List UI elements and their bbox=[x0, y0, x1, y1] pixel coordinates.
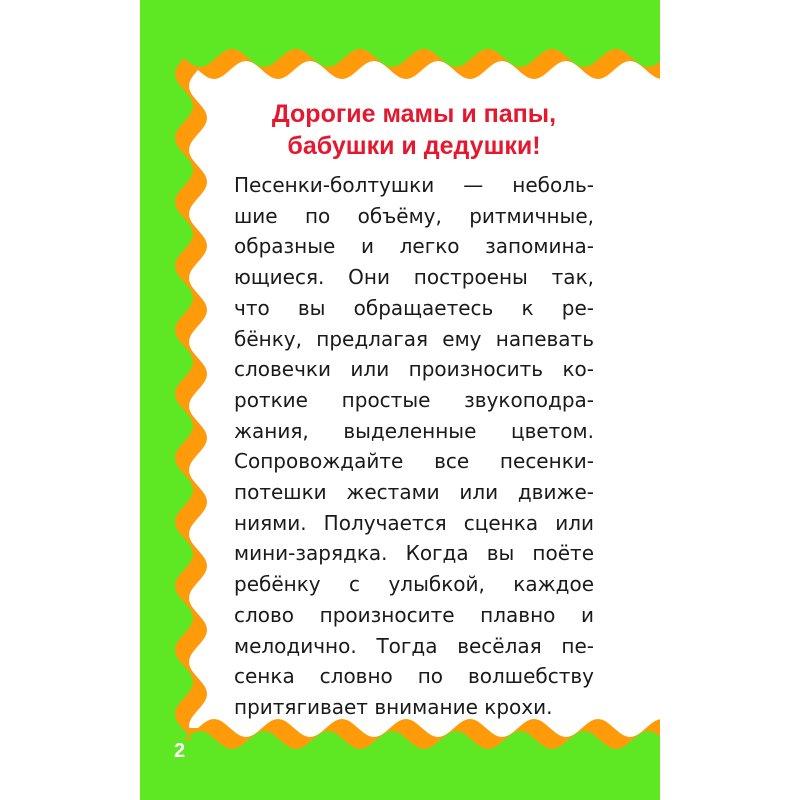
body-line: слово произносите плавно и bbox=[234, 602, 594, 627]
heading-line: Дорогие мамы и папы, bbox=[271, 100, 557, 128]
body-line: ющиеся. Они построены так, bbox=[234, 265, 594, 290]
body-line: шие по объёму, ритмичные, bbox=[234, 203, 594, 228]
page-number: 2 bbox=[174, 740, 186, 762]
body-line: Песенки-болтушки — неболь- bbox=[234, 173, 594, 197]
book-page bbox=[140, 0, 660, 800]
body-line: что вы обращаетесь к ре- bbox=[234, 295, 594, 320]
body-line: потешки жестами или движе- bbox=[234, 480, 594, 505]
body-line: мини-зарядка. Когда вы поёте bbox=[234, 541, 594, 566]
body-line: роткие простые звукоподра- bbox=[234, 387, 594, 412]
body-line: бёнку, предлагая ему напевать bbox=[234, 326, 594, 351]
body-line: словечки или произносить ко- bbox=[234, 357, 594, 382]
page-content bbox=[234, 98, 594, 723]
body-line: образные и легко запомина- bbox=[234, 234, 594, 259]
body-line: Сопровождайте все песенки- bbox=[234, 449, 594, 474]
body-line: ребёнку с улыбкой, каждое bbox=[234, 572, 594, 597]
body-line: сенка словно по волшебству bbox=[234, 664, 594, 689]
page-heading bbox=[234, 98, 594, 162]
heading-line: бабушки и дедушки! bbox=[287, 132, 541, 160]
body-line: ниями. Получается сценка или bbox=[234, 510, 594, 535]
body-line: мелодично. Тогда весёлая пе- bbox=[234, 633, 594, 658]
body-paragraph bbox=[234, 170, 594, 723]
body-line: жания, выделенные цветом. bbox=[234, 418, 594, 443]
body-line: притягивает внимание крохи. bbox=[234, 694, 553, 719]
